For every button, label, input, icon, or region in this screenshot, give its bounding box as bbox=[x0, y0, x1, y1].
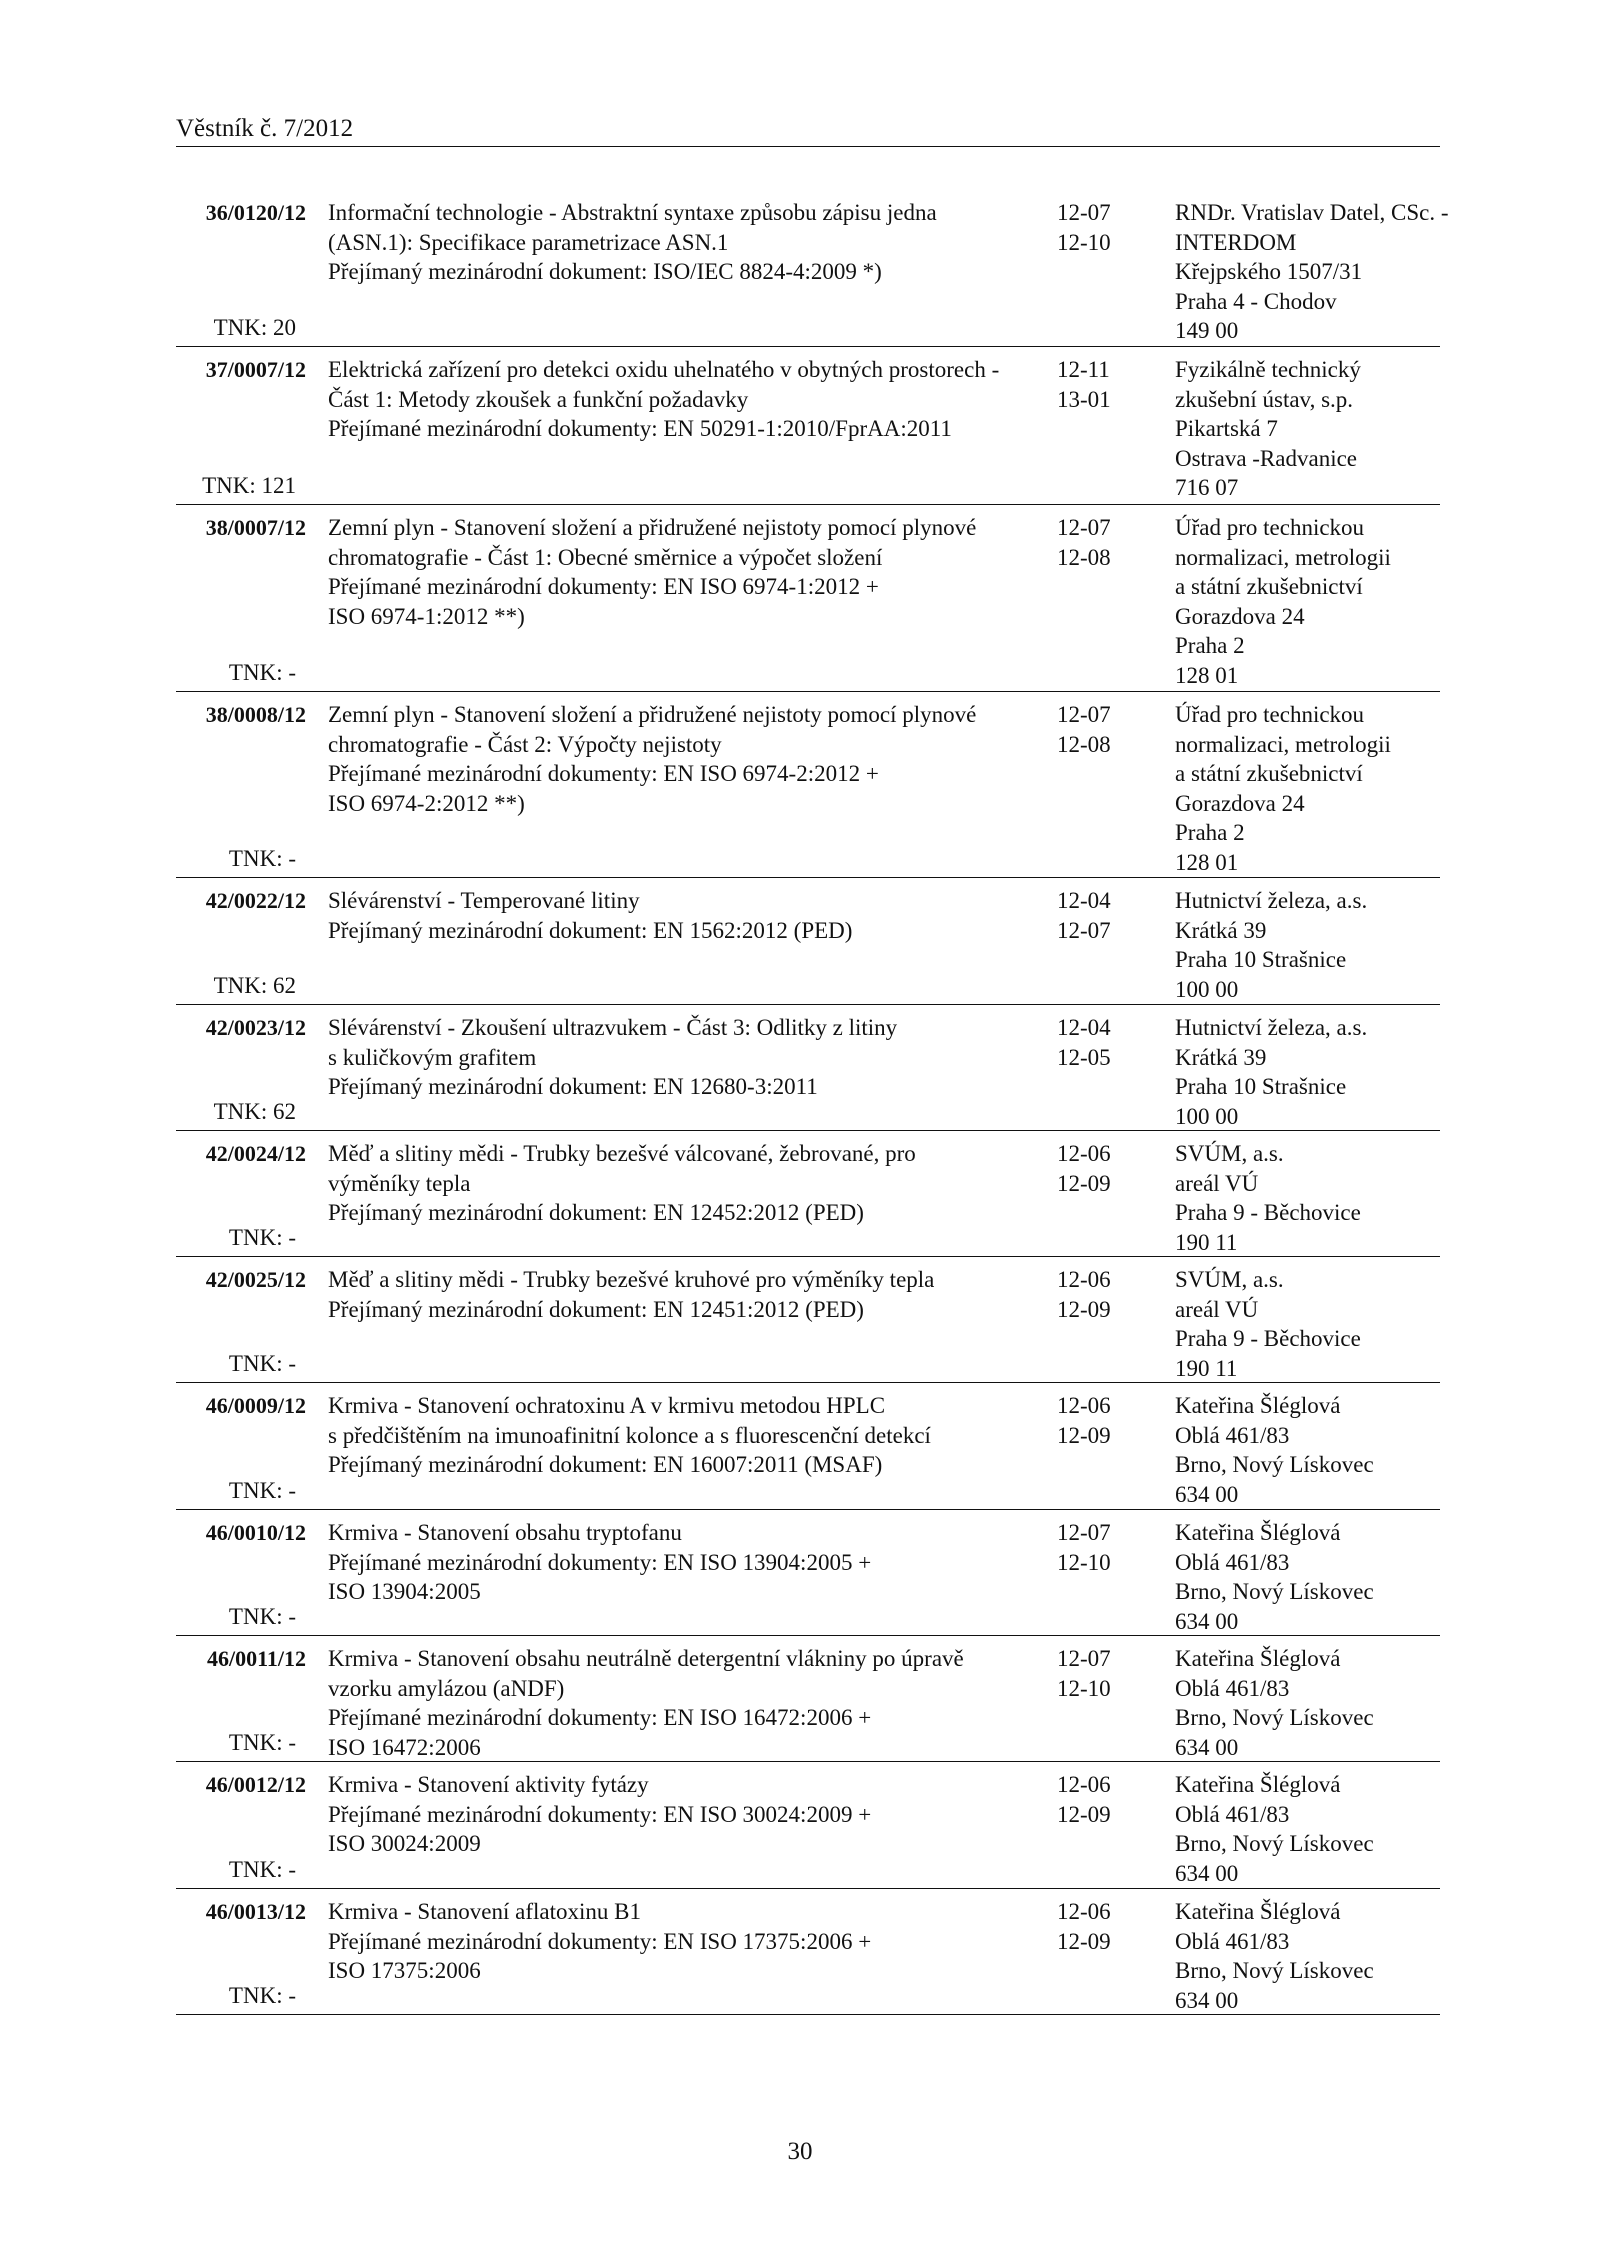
record-date: 12-07 bbox=[1057, 200, 1111, 225]
record-title-line: s kuličkovým grafitem bbox=[328, 1044, 537, 1070]
record-title-line: Přejímaný mezinárodní dokument: EN 12451:2012 (PED) bbox=[328, 1296, 864, 1322]
record-date: 12-06 bbox=[1057, 1772, 1111, 1797]
record-org-line: Hutnictví železa, a.s. bbox=[1175, 888, 1368, 913]
record-title-line: Zemní plyn - Stanovení složení a přidružené nejistoty pomocí plynové bbox=[328, 702, 977, 727]
record-id: 38/0007/12 bbox=[205, 515, 306, 540]
record-tnk: TNK: 62 bbox=[213, 972, 296, 998]
record-date: 12-07 bbox=[1057, 1520, 1111, 1545]
record-org bbox=[1175, 1644, 1440, 1762]
record-org-line: Oblá 461/83 bbox=[1175, 1422, 1290, 1448]
record-org-line: Hutnictví železa, a.s. bbox=[1175, 1015, 1368, 1040]
record-title-line: Informační technologie - Abstraktní syntaxe způsobu zápisu jedna bbox=[328, 200, 937, 225]
record-dates bbox=[1057, 1518, 1147, 1577]
record-id: 38/0008/12 bbox=[205, 702, 306, 727]
record-org-line: 149 00 bbox=[1175, 318, 1239, 343]
standard-record bbox=[176, 1391, 1440, 1510]
record-id: 46/0011/12 bbox=[206, 1646, 306, 1671]
record-org bbox=[1175, 1139, 1440, 1257]
record-org-line: Oblá 461/83 bbox=[1175, 1549, 1290, 1575]
record-org bbox=[1175, 1265, 1440, 1383]
record-dates bbox=[1057, 700, 1147, 759]
record-dates bbox=[1057, 1897, 1147, 1956]
standards-list bbox=[176, 198, 1449, 2015]
record-title-line: Přejímaný mezinárodní dokument: EN 16007:2011 (MSAF) bbox=[328, 1452, 883, 1477]
record-org-line: Brno, Nový Lískovec bbox=[1175, 1452, 1374, 1477]
record-org-line: Úřad pro technickou bbox=[1175, 515, 1365, 540]
record-date: 12-07 bbox=[1057, 1646, 1111, 1671]
record-tnk: TNK: 62 bbox=[213, 1098, 296, 1124]
record-org-line: a státní zkušebnictví bbox=[1175, 574, 1363, 599]
record-org-line: Gorazdova 24 bbox=[1175, 790, 1305, 816]
record-tnk: TNK: - bbox=[228, 1350, 296, 1376]
record-org-line: Křejpského 1507/31 bbox=[1175, 259, 1363, 284]
record-org-line: Brno, Nový Lískovec bbox=[1175, 1958, 1374, 1983]
record-org bbox=[1175, 355, 1440, 503]
record-org-line: Kateřina Šléglová bbox=[1175, 1393, 1341, 1418]
standard-record bbox=[176, 1013, 1440, 1131]
record-tnk: TNK: - bbox=[228, 1856, 296, 1882]
record-title-line: ISO 30024:2009 bbox=[328, 1831, 481, 1856]
record-title-line: chromatografie - Část 1: Obecné směrnice a výpočet složení bbox=[328, 544, 883, 570]
record-org-line: 634 00 bbox=[1175, 1987, 1239, 2013]
record-id: 42/0022/12 bbox=[205, 888, 306, 913]
record-tnk: TNK: - bbox=[228, 845, 296, 871]
record-title-line: Přejímané mezinárodní dokumenty: EN 50291-1:2010/FprAA:2011 bbox=[328, 416, 952, 441]
record-org-line: Kateřina Šléglová bbox=[1175, 1772, 1341, 1797]
record-date: 12-07 bbox=[1057, 515, 1111, 540]
record-title-line: ISO 6974-1:2012 **) bbox=[328, 603, 525, 629]
record-dates bbox=[1057, 1265, 1147, 1324]
record-date: 12-06 bbox=[1057, 1141, 1111, 1166]
standard-record bbox=[176, 1644, 1440, 1762]
record-title-line: Krmiva - Stanovení ochratoxinu A v krmivu metodou HPLC bbox=[328, 1393, 886, 1418]
record-title-line: Zemní plyn - Stanovení složení a přidružené nejistoty pomocí plynové bbox=[328, 515, 977, 540]
record-org-line: Gorazdova 24 bbox=[1175, 603, 1305, 629]
record-org bbox=[1175, 1013, 1440, 1131]
record-org-line: 190 11 bbox=[1175, 1355, 1238, 1381]
record-tnk: TNK: - bbox=[228, 659, 296, 685]
record-date: 12-07 bbox=[1057, 917, 1111, 943]
record-org-line: SVÚM, a.s. bbox=[1175, 1141, 1284, 1166]
record-dates bbox=[1057, 355, 1147, 414]
record-org-line: Praha 9 - Běchovice bbox=[1175, 1200, 1361, 1225]
record-org-line: Praha 2 bbox=[1175, 633, 1245, 658]
record-tnk: TNK: - bbox=[228, 1603, 296, 1629]
record-org-line: Praha 2 bbox=[1175, 820, 1245, 845]
record-date: 12-09 bbox=[1057, 1170, 1111, 1196]
record-title-line: Přejímaný mezinárodní dokument: EN 12680-3:2011 bbox=[328, 1074, 818, 1099]
record-date: 12-06 bbox=[1057, 1899, 1111, 1924]
record-title-line: Přejímaný mezinárodní dokument: EN 1562:2012 (PED) bbox=[328, 917, 853, 943]
record-org-line: Ostrava -Radvanice bbox=[1175, 445, 1358, 471]
record-org bbox=[1175, 1391, 1440, 1509]
record-dates bbox=[1057, 1391, 1147, 1450]
record-id: 37/0007/12 bbox=[205, 357, 306, 382]
record-org-line: a státní zkušebnictví bbox=[1175, 761, 1363, 786]
record-org-line: normalizaci, metrologii bbox=[1175, 544, 1391, 570]
record-title-line: Slévárenství - Temperované litiny bbox=[328, 888, 640, 913]
standard-record bbox=[176, 700, 1440, 878]
record-dates bbox=[1057, 1770, 1147, 1829]
record-org-line: Praha 9 - Běchovice bbox=[1175, 1326, 1361, 1351]
record-date: 12-09 bbox=[1057, 1422, 1111, 1448]
record-org-line: 634 00 bbox=[1175, 1734, 1239, 1760]
record-id: 36/0120/12 bbox=[205, 200, 306, 225]
record-org-line: Brno, Nový Lískovec bbox=[1175, 1705, 1374, 1730]
record-org-line: Krátká 39 bbox=[1175, 917, 1267, 943]
record-dates bbox=[1057, 886, 1147, 945]
record-org-line: Kateřina Šléglová bbox=[1175, 1520, 1341, 1545]
record-org bbox=[1175, 1518, 1440, 1636]
record-org bbox=[1175, 1770, 1440, 1888]
record-title-line: Přejímaný mezinárodní dokument: ISO/IEC 8824-4:2009 *) bbox=[328, 259, 882, 284]
record-org-line: Úřad pro technickou bbox=[1175, 702, 1365, 727]
record-org-line: 190 11 bbox=[1175, 1229, 1238, 1255]
record-org bbox=[1175, 1897, 1440, 2015]
record-org-line: Oblá 461/83 bbox=[1175, 1928, 1290, 1954]
record-date: 12-10 bbox=[1057, 1549, 1111, 1575]
record-title-line: Krmiva - Stanovení aktivity fytázy bbox=[328, 1772, 649, 1797]
record-date: 12-08 bbox=[1057, 731, 1111, 757]
record-org-line: 128 01 bbox=[1175, 849, 1239, 875]
record-tnk: TNK: 20 bbox=[213, 314, 296, 340]
standard-record bbox=[176, 355, 1440, 505]
record-date: 12-09 bbox=[1057, 1928, 1111, 1954]
record-org-line: Fyzikálně technický bbox=[1175, 357, 1361, 382]
record-org-line: zkušební ústav, s.p. bbox=[1175, 386, 1354, 412]
standard-record bbox=[176, 1139, 1440, 1257]
record-date: 12-09 bbox=[1057, 1801, 1111, 1827]
record-org bbox=[1175, 198, 1449, 346]
record-dates bbox=[1057, 1013, 1147, 1072]
record-tnk: TNK: - bbox=[228, 1224, 296, 1250]
standard-record bbox=[176, 1265, 1440, 1383]
record-date: 12-04 bbox=[1057, 888, 1111, 913]
record-title-line: Slévárenství - Zkoušení ultrazvukem - Část 3: Odlitky z litiny bbox=[328, 1015, 898, 1040]
standard-record bbox=[176, 198, 1449, 347]
record-title-line: výměníky tepla bbox=[328, 1170, 471, 1196]
page-number: 30 bbox=[787, 2138, 813, 2165]
record-title-line: Přejímané mezinárodní dokumenty: EN ISO 16472:2006 + bbox=[328, 1705, 872, 1730]
record-date: 12-10 bbox=[1057, 1675, 1111, 1701]
record-org-line: Krátká 39 bbox=[1175, 1044, 1267, 1070]
record-dates bbox=[1057, 1139, 1147, 1198]
record-org-line: INTERDOM bbox=[1175, 229, 1297, 255]
record-org-line: 634 00 bbox=[1175, 1860, 1239, 1886]
record-dates bbox=[1057, 1644, 1147, 1703]
record-id: 46/0013/12 bbox=[205, 1899, 306, 1924]
record-dates bbox=[1057, 198, 1147, 257]
record-id: 42/0024/12 bbox=[205, 1141, 306, 1166]
record-date: 12-08 bbox=[1057, 544, 1111, 570]
record-title-line: vzorku amylázou (aNDF) bbox=[328, 1675, 565, 1701]
record-date: 12-11 bbox=[1057, 357, 1110, 382]
record-date: 12-06 bbox=[1057, 1267, 1111, 1292]
record-org-line: Pikartská 7 bbox=[1175, 416, 1278, 441]
record-tnk: TNK: - bbox=[228, 1982, 296, 2008]
record-title-line: Elektrická zařízení pro detekci oxidu uhelnatého v obytných prostorech - bbox=[328, 357, 1000, 382]
record-id: 42/0023/12 bbox=[205, 1015, 306, 1040]
header-rule bbox=[176, 146, 1440, 147]
record-org-line: normalizaci, metrologii bbox=[1175, 731, 1391, 757]
record-title-line: Krmiva - Stanovení aflatoxinu B1 bbox=[328, 1899, 641, 1924]
record-date: 12-09 bbox=[1057, 1296, 1111, 1322]
record-title-line: Přejímaný mezinárodní dokument: EN 12452:2012 (PED) bbox=[328, 1200, 864, 1225]
standard-record bbox=[176, 513, 1440, 692]
record-title-line: Přejímané mezinárodní dokumenty: EN ISO 6974-2:2012 + bbox=[328, 761, 879, 786]
record-title-line: Přejímané mezinárodní dokumenty: EN ISO 30024:2009 + bbox=[328, 1801, 872, 1827]
record-date: 12-10 bbox=[1057, 229, 1111, 255]
record-date: 12-07 bbox=[1057, 702, 1111, 727]
record-title-line: Přejímané mezinárodní dokumenty: EN ISO 6974-1:2012 + bbox=[328, 574, 879, 599]
record-org-line: Praha 10 Strašnice bbox=[1175, 1074, 1347, 1099]
record-org bbox=[1175, 513, 1440, 690]
record-title-line: Krmiva - Stanovení obsahu tryptofanu bbox=[328, 1520, 682, 1545]
record-title-line: ISO 13904:2005 bbox=[328, 1579, 481, 1604]
record-org-line: 100 00 bbox=[1175, 976, 1239, 1002]
record-org-line: Praha 10 Strašnice bbox=[1175, 947, 1347, 972]
record-id: 46/0010/12 bbox=[205, 1520, 306, 1545]
record-org bbox=[1175, 700, 1440, 877]
record-org-line: 634 00 bbox=[1175, 1481, 1239, 1507]
record-org-line: 128 01 bbox=[1175, 662, 1239, 688]
record-title-line: Měď a slitiny mědi - Trubky bezešvé válcované, žebrované, pro bbox=[328, 1141, 916, 1166]
record-org-line: areál VÚ bbox=[1175, 1170, 1259, 1196]
record-org-line: 634 00 bbox=[1175, 1608, 1239, 1634]
record-org-line: areál VÚ bbox=[1175, 1296, 1259, 1322]
record-title-line: ISO 6974-2:2012 **) bbox=[328, 790, 525, 816]
record-date: 12-04 bbox=[1057, 1015, 1111, 1040]
record-org-line: Oblá 461/83 bbox=[1175, 1675, 1290, 1701]
record-title-line: Měď a slitiny mědi - Trubky bezešvé kruhové pro výměníky tepla bbox=[328, 1267, 935, 1292]
record-title-line: ISO 17375:2006 bbox=[328, 1958, 481, 1983]
record-date: 13-01 bbox=[1057, 386, 1111, 412]
record-dates bbox=[1057, 513, 1147, 572]
standard-record bbox=[176, 1897, 1440, 2015]
record-id: 46/0009/12 bbox=[205, 1393, 306, 1418]
standard-record bbox=[176, 1770, 1440, 1889]
standard-record bbox=[176, 1518, 1440, 1636]
record-title-line: (ASN.1): Specifikace parametrizace ASN.1 bbox=[328, 229, 729, 255]
record-date: 12-05 bbox=[1057, 1044, 1111, 1070]
record-title-line: Krmiva - Stanovení obsahu neutrálně detergentní vlákniny po úpravě bbox=[328, 1646, 964, 1671]
record-org-line: 100 00 bbox=[1175, 1103, 1239, 1129]
record-tnk: TNK: 121 bbox=[202, 472, 296, 498]
record-org-line: Oblá 461/83 bbox=[1175, 1801, 1290, 1827]
standard-record bbox=[176, 886, 1440, 1005]
record-org-line: SVÚM, a.s. bbox=[1175, 1267, 1284, 1292]
record-org-line: RNDr. Vratislav Datel, CSc. - bbox=[1175, 200, 1449, 225]
record-id: 42/0025/12 bbox=[205, 1267, 306, 1292]
record-id: 46/0012/12 bbox=[205, 1772, 306, 1797]
record-org-line: Kateřina Šléglová bbox=[1175, 1899, 1341, 1924]
record-title-line: Přejímané mezinárodní dokumenty: EN ISO 13904:2005 + bbox=[328, 1549, 872, 1575]
record-title-line: s předčištěním na imunoafinitní kolonce a s fluorescenční detekcí bbox=[328, 1422, 931, 1448]
record-tnk: TNK: - bbox=[228, 1477, 296, 1503]
record-tnk: TNK: - bbox=[228, 1729, 296, 1755]
record-title-line: chromatografie - Část 2: Výpočty nejistoty bbox=[328, 731, 722, 757]
record-date: 12-06 bbox=[1057, 1393, 1111, 1418]
record-org-line: Kateřina Šléglová bbox=[1175, 1646, 1341, 1671]
record-org-line: Praha 4 - Chodov bbox=[1175, 288, 1337, 314]
record-title-line: Přejímané mezinárodní dokumenty: EN ISO 17375:2006 + bbox=[328, 1928, 872, 1954]
record-org-line: Brno, Nový Lískovec bbox=[1175, 1831, 1374, 1856]
record-org bbox=[1175, 886, 1440, 1004]
record-org-line: 716 07 bbox=[1175, 475, 1239, 500]
page-header-title: Věstník č. 7/2012 bbox=[176, 115, 354, 142]
record-title-line: Část 1: Metody zkoušek a funkční požadavky bbox=[328, 386, 749, 412]
record-org-line: Brno, Nový Lískovec bbox=[1175, 1579, 1374, 1604]
record-title-line: ISO 16472:2006 bbox=[328, 1734, 481, 1760]
